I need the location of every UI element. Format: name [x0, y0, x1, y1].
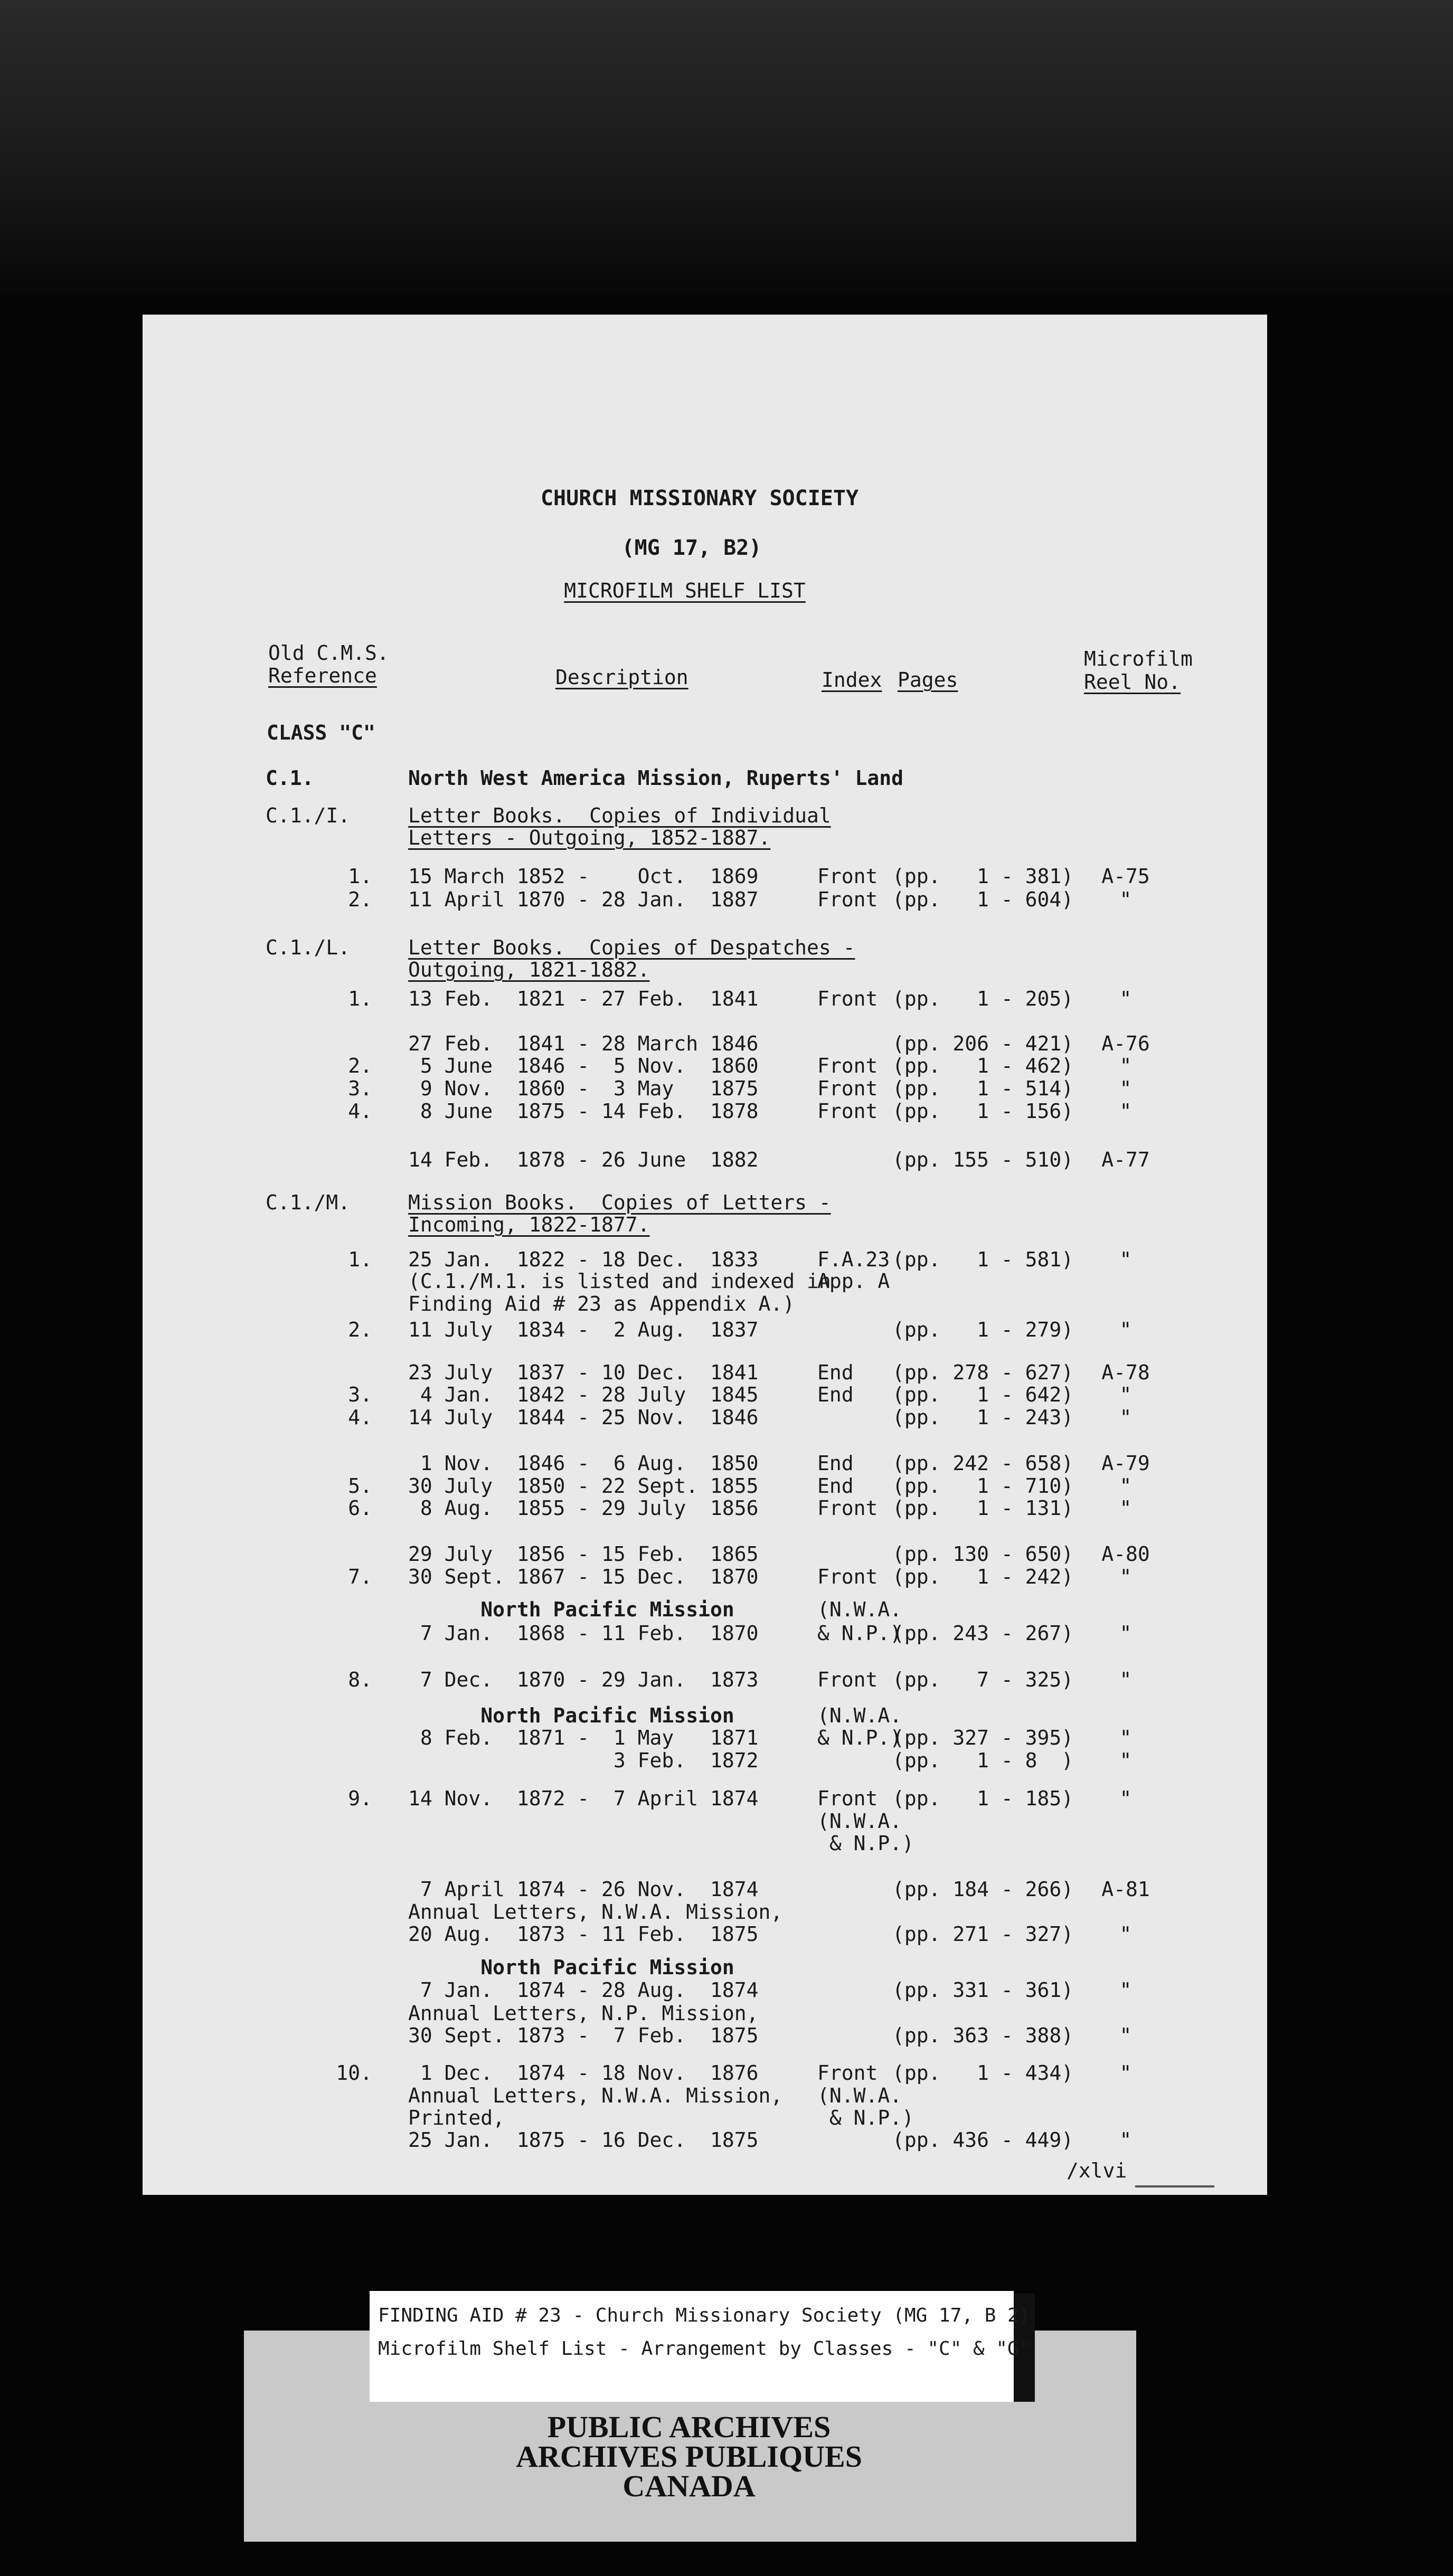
entry-reel: "	[1119, 2128, 1132, 2152]
entry-reel: "	[1119, 987, 1132, 1010]
entry-pages: (pp. 1 - 434)	[892, 2061, 1074, 2085]
entry-pages: (pp. 1 - 604)	[892, 888, 1074, 911]
entry-reel: A-81	[1101, 1878, 1150, 1901]
col-ref-line2: Reference	[268, 664, 377, 687]
entry-ref: C.1./L.	[266, 936, 351, 959]
entry-reel: A-75	[1101, 865, 1150, 888]
entry-reel: "	[1119, 1248, 1132, 1271]
film-top-band	[0, 0, 1453, 296]
entry-desc: 7 April 1874 - 26 Nov. 1874	[408, 1878, 759, 1901]
entry-pages: (pp. 1 - 710)	[892, 1474, 1074, 1498]
entry-num: 2.	[348, 1054, 372, 1077]
entry-pages: (pp. 1 - 514)	[892, 1077, 1074, 1100]
entry-desc: 14 Nov. 1872 - 7 April 1874	[408, 1787, 759, 1810]
entry-index: (N.W.A.	[817, 2084, 902, 2107]
entry-desc: 29 July 1856 - 15 Feb. 1865	[408, 1542, 759, 1566]
entry-reel: "	[1119, 1077, 1132, 1100]
entry-desc: 5 June 1846 - 5 Nov. 1860	[408, 1054, 759, 1077]
entry-pages: (pp. 206 - 421)	[892, 1032, 1074, 1055]
entry-num: 5.	[348, 1474, 372, 1498]
entry-desc: 15 March 1852 - Oct. 1869	[408, 865, 759, 888]
entry-pages: (pp. 243 - 267)	[892, 1622, 1074, 1645]
entry-desc: Printed,	[408, 2106, 505, 2129]
entry-index: Front	[817, 987, 878, 1010]
entry-pages: (pp. 7 - 325)	[892, 1668, 1074, 1691]
entry-reel: A-78	[1101, 1361, 1150, 1384]
entry-index: & N.P.)	[817, 1726, 902, 1749]
entry-desc: (C.1./M.1. is listed and indexed in	[408, 1270, 831, 1293]
entry-desc: 14 Feb. 1878 - 26 June 1882	[408, 1148, 759, 1171]
entry-index: Front	[817, 2061, 878, 2085]
entry-num: 1.	[348, 1248, 372, 1271]
col-ref-line1: Old C.M.S.	[268, 641, 389, 665]
entry-pages: (pp. 1 - 381)	[892, 865, 1074, 888]
entry-index: Front	[817, 1100, 878, 1123]
entry-pages: (pp. 327 - 395)	[892, 1726, 1074, 1749]
entry-reel: A-76	[1101, 1032, 1150, 1055]
entry-reel: "	[1119, 1787, 1132, 1810]
entry-pages: (pp. 184 - 266)	[892, 1878, 1074, 1901]
entry-index: Front	[817, 1077, 878, 1100]
entry-pages: (pp. 242 - 658)	[892, 1452, 1074, 1475]
entry-desc: 25 Jan. 1822 - 18 Dec. 1833	[408, 1248, 759, 1271]
entry-pages: (pp. 1 - 156)	[892, 1100, 1074, 1123]
entry-reel: "	[1119, 1978, 1132, 2002]
entry-desc: 13 Feb. 1821 - 27 Feb. 1841	[408, 987, 759, 1010]
archives-stamp	[516, 2412, 862, 2501]
entry-ref: C.1./I.	[266, 804, 351, 827]
entry-index: & N.P.)	[817, 2106, 914, 2129]
entry-pages: (pp. 1 - 205)	[892, 987, 1074, 1010]
page-number: /xlvi	[1067, 2159, 1127, 2182]
entry-pages: (pp. 1 - 581)	[892, 1248, 1074, 1271]
finding-aid-line2: Microfilm Shelf List - Arrangement by Classes - "C" & "G"	[378, 2338, 1031, 2360]
entry-reel: "	[1119, 2061, 1132, 2085]
entry-index: Front	[817, 865, 878, 888]
entry-index: Front	[817, 1787, 878, 1810]
entry-num: 1.	[348, 987, 372, 1010]
entry-desc: 14 July 1844 - 25 Nov. 1846	[408, 1406, 759, 1429]
entry-num: 3.	[348, 1077, 372, 1100]
entry-desc: 7 Jan. 1874 - 28 Aug. 1874	[408, 1978, 759, 2002]
entry-num: 10.	[336, 2061, 372, 2085]
entry-desc: Annual Letters, N.W.A. Mission,	[408, 1900, 783, 1924]
entry-num: 4.	[348, 1100, 372, 1123]
entry-num: 2.	[348, 1318, 372, 1341]
col-index: Index	[822, 668, 882, 692]
entry-index: End	[817, 1383, 854, 1406]
entry-num: 3.	[348, 1383, 372, 1406]
shelf-list-title: MICROFILM SHELF LIST	[564, 579, 806, 602]
entry-index: (N.W.A.	[817, 1704, 902, 1727]
entry-num: 8.	[348, 1668, 372, 1691]
finding-aid-line1: FINDING AID # 23 - Church Missionary Society (MG 17, B 2)	[378, 2305, 1031, 2326]
entry-pages: (pp. 130 - 650)	[892, 1542, 1074, 1566]
col-description: Description	[555, 666, 688, 689]
entry-pages: (pp. 1 - 8 )	[892, 1749, 1074, 1772]
entry-reel: "	[1119, 1497, 1132, 1520]
entry-num: 6.	[348, 1497, 372, 1520]
entry-reel: "	[1119, 1318, 1132, 1341]
archives-line3: CANADA	[622, 2469, 756, 2503]
entry-index: (N.W.A.	[817, 1810, 902, 1833]
col-pages: Pages	[898, 668, 958, 692]
archives-line2: ARCHIVES PUBLIQUES	[516, 2439, 862, 2474]
entry-index: End	[817, 1452, 854, 1475]
entry-reel: "	[1119, 1749, 1132, 1772]
entry-reel: A-77	[1101, 1148, 1150, 1171]
entry-index: Front	[817, 888, 878, 911]
entry-desc: 23 July 1837 - 10 Dec. 1841	[408, 1361, 759, 1384]
entry-reel: "	[1119, 1726, 1132, 1749]
entry-reel: "	[1119, 1474, 1132, 1498]
entry-pages: (pp. 363 - 388)	[892, 2024, 1074, 2047]
entry-desc: Outgoing, 1821-1882.	[408, 958, 650, 981]
entry-num: 4.	[348, 1406, 372, 1429]
entry-pages: (pp. 1 - 279)	[892, 1318, 1074, 1341]
entry-pages: (pp. 1 - 131)	[892, 1497, 1074, 1520]
archives-line1: PUBLIC ARCHIVES	[547, 2410, 831, 2444]
entry-desc: 25 Jan. 1875 - 16 Dec. 1875	[408, 2128, 759, 2152]
entry-desc: 7 Jan. 1868 - 11 Feb. 1870	[408, 1622, 759, 1645]
entry-pages: (pp. 436 - 449)	[892, 2128, 1074, 2152]
entry-desc: 3 Feb. 1872	[408, 1749, 759, 1772]
entry-reel: "	[1119, 1565, 1132, 1588]
entry-index: Front	[817, 1565, 878, 1588]
entry-desc: 27 Feb. 1841 - 28 March 1846	[408, 1032, 759, 1055]
entry-reel: "	[1119, 2024, 1132, 2047]
entry-pages: (pp. 1 - 185)	[892, 1787, 1074, 1810]
col-reel-line2: Reel No.	[1084, 670, 1181, 694]
entry-pages: (pp. 271 - 327)	[892, 1922, 1074, 1946]
entry-index: F.A.23	[817, 1248, 890, 1271]
entry-pages: (pp. 155 - 510)	[892, 1148, 1074, 1171]
entry-desc: 30 Sept. 1867 - 15 Dec. 1870	[408, 1565, 759, 1588]
entry-desc: Incoming, 1822-1877.	[408, 1213, 650, 1236]
entry-desc: North Pacific Mission	[408, 1704, 734, 1727]
entry-desc: 9 Nov. 1860 - 3 May 1875	[408, 1077, 759, 1100]
entry-index: Front	[817, 1668, 878, 1691]
entry-reel: "	[1119, 1668, 1132, 1691]
entry-desc: 4 Jan. 1842 - 28 July 1845	[408, 1383, 759, 1406]
entry-index: End	[817, 1474, 854, 1498]
entry-desc: 8 Aug. 1855 - 29 July 1856	[408, 1497, 759, 1520]
entry-index: (N.W.A.	[817, 1598, 902, 1621]
entry-reel: "	[1119, 1922, 1132, 1946]
entry-desc: Annual Letters, N.P. Mission,	[408, 2002, 759, 2025]
entry-index: Front	[817, 1054, 878, 1077]
entry-pages: (pp. 331 - 361)	[892, 1978, 1074, 2002]
entry-num: 9.	[348, 1787, 372, 1810]
entry-pages: (pp. 278 - 627)	[892, 1361, 1074, 1384]
entry-num: 2.	[348, 888, 372, 911]
entry-desc: Letter Books. Copies of Despatches -	[408, 936, 855, 959]
entry-desc: North Pacific Mission	[408, 1956, 734, 1979]
entry-reel: A-80	[1101, 1542, 1150, 1566]
entry-reel: "	[1119, 1383, 1132, 1406]
entry-desc: 30 July 1850 - 22 Sept. 1855	[408, 1474, 759, 1498]
entry-num: 1.	[348, 865, 372, 888]
document-title: CHURCH MISSIONARY SOCIETY	[540, 486, 859, 510]
entry-pages: (pp. 1 - 642)	[892, 1383, 1074, 1406]
entry-reel: "	[1119, 1622, 1132, 1645]
entry-desc: 1 Nov. 1846 - 6 Aug. 1850	[408, 1452, 759, 1475]
entry-reel: A-79	[1101, 1452, 1150, 1475]
page-mark-line	[1135, 2185, 1214, 2187]
entry-reel: "	[1119, 888, 1132, 911]
entry-index: & N.P.)	[817, 1622, 902, 1645]
entry-pages: (pp. 1 - 243)	[892, 1406, 1074, 1429]
entry-index: & N.P.)	[817, 1832, 914, 1855]
entry-desc: 11 April 1870 - 28 Jan. 1887	[408, 888, 759, 911]
entry-index: App. A	[817, 1270, 890, 1293]
entry-desc: North Pacific Mission	[408, 1598, 734, 1621]
entry-desc: North West America Mission, Ruperts' Land	[408, 766, 903, 790]
entry-num: 7.	[348, 1565, 372, 1588]
entry-pages: (pp. 1 - 242)	[892, 1565, 1074, 1588]
entry-desc: 1 Dec. 1874 - 18 Nov. 1876	[408, 2061, 759, 2085]
entry-reel: "	[1119, 1100, 1132, 1123]
entry-index: End	[817, 1361, 854, 1384]
document-subtitle: (MG 17, B2)	[621, 536, 762, 560]
entry-desc: 30 Sept. 1873 - 7 Feb. 1875	[408, 2024, 759, 2047]
entry-index: Front	[817, 1497, 878, 1520]
entry-ref: C.1./M.	[266, 1191, 351, 1214]
entry-desc: 7 Dec. 1870 - 29 Jan. 1873	[408, 1668, 759, 1691]
entry-desc: 11 July 1834 - 2 Aug. 1837	[408, 1318, 759, 1341]
entry-desc: 8 June 1875 - 14 Feb. 1878	[408, 1100, 759, 1123]
col-reel-line1: Microfilm	[1084, 647, 1193, 670]
entry-ref: C.1.	[266, 766, 314, 790]
entry-desc: Finding Aid # 23 as Appendix A.)	[408, 1292, 795, 1315]
entry-desc: Letters - Outgoing, 1852-1887.	[408, 826, 771, 849]
entry-desc: Annual Letters, N.W.A. Mission,	[408, 2084, 783, 2107]
entry-desc: Mission Books. Copies of Letters -	[408, 1191, 831, 1214]
entry-reel: "	[1119, 1054, 1132, 1077]
entry-reel: "	[1119, 1406, 1132, 1429]
entry-pages: (pp. 1 - 462)	[892, 1054, 1074, 1077]
entry-desc: Letter Books. Copies of Individual	[408, 804, 831, 827]
entry-desc: 8 Feb. 1871 - 1 May 1871	[408, 1726, 759, 1749]
class-label: CLASS "C"	[267, 721, 375, 744]
entry-desc: 20 Aug. 1873 - 11 Feb. 1875	[408, 1922, 759, 1946]
